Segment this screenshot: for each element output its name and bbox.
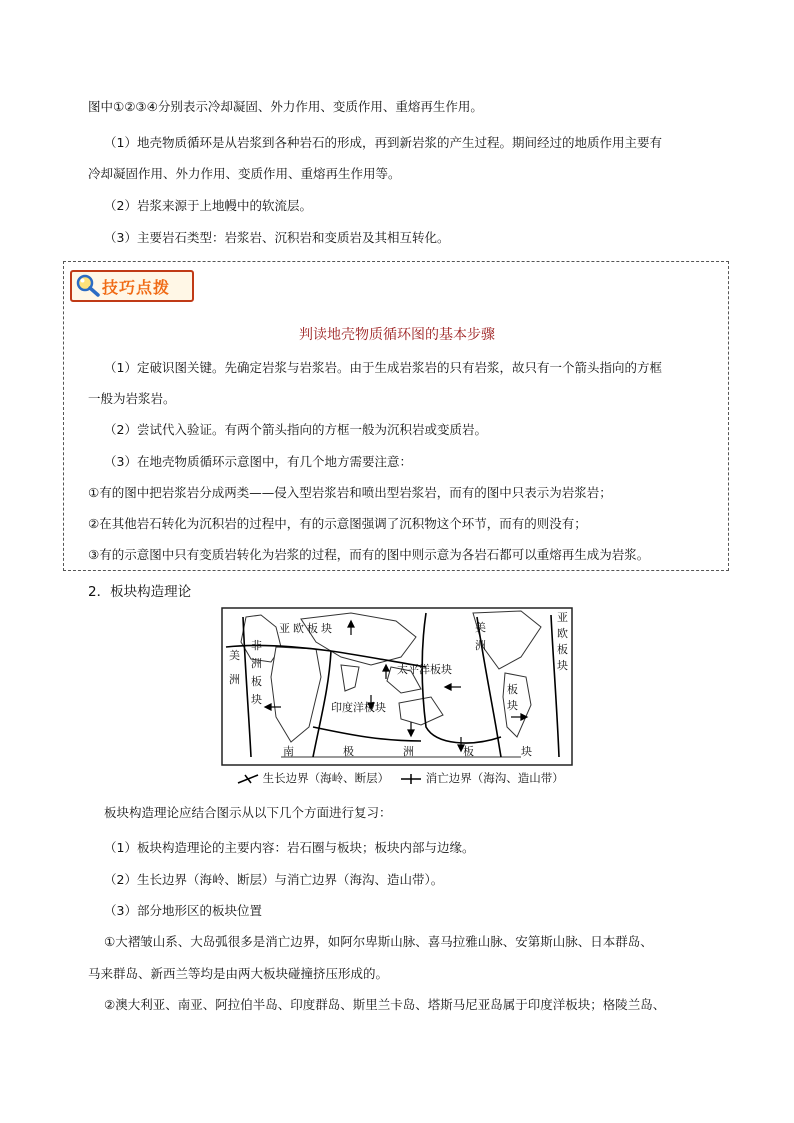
- map-label-pacific: 太平洋板块: [397, 663, 452, 676]
- step-3: （3）在地壳物质循环示意图中，有几个地方需要注意：: [104, 454, 412, 469]
- point-1-line-a: （1）地壳物质循环是从岩浆到各种岩石的形成，再到新岩浆的产生过程。期间经过的地质作用主要有: [104, 135, 662, 150]
- map-label-eurasia-1: 亚: [279, 622, 290, 635]
- note-1: ①有的图中把岩浆岩分成两类——侵入型岩浆岩和喷出型岩浆岩，而有的图中只表示为岩浆岩；: [88, 485, 612, 500]
- note-3: ③有的示意图中只有变质岩转化为岩浆的过程，而有的图中则示意为各岩石都可以重熔再生成为岩浆。: [88, 547, 650, 562]
- tip-badge-label: 技巧点拨: [102, 278, 171, 297]
- map-label-eurasia-2: 欧: [293, 622, 304, 635]
- map-label-african-1: 非: [251, 639, 262, 652]
- plate-point-3-2: ②澳大利亚、南亚、阿拉伯半岛、印度群岛、斯里兰卡岛、塔斯马尼亚岛属于印度洋板块；格陵兰岛、: [104, 997, 666, 1012]
- map-label-american-right-2: 洲: [475, 639, 486, 652]
- map-label-eurasia-4: 块: [321, 622, 332, 635]
- growth-boundary-icon: [237, 773, 259, 785]
- step-1-line-a: （1）定破识图关键。先确定岩浆与岩浆岩。由于生成岩浆岩的只有岩浆，故只有一个箭头指向的方框: [104, 360, 662, 375]
- map-label-antarctic-1: 南: [283, 745, 294, 758]
- note-2: ②在其他岩石转化为沉积岩的过程中，有的示意图强调了沉积物这个环节，而有的则没有；: [88, 516, 587, 531]
- map-label-american-left-2: 洲: [229, 673, 240, 686]
- subduction-boundary-icon: [400, 773, 422, 785]
- map-label-antarctic-5: 块: [521, 745, 532, 758]
- map-label-edge-right-2: 欧: [557, 627, 568, 640]
- plate-point-3: （3）部分地形区的板块位置: [104, 903, 262, 918]
- map-label-edge-right-1: 亚: [557, 611, 568, 624]
- magnifier-icon: [74, 272, 102, 298]
- plate-point-1: （1）板块构造理论的主要内容：岩石圈与板块；板块内部与边缘。: [104, 840, 475, 855]
- intro-text: 图中①②③④分别表示冷却凝固、外力作用、变质作用、重熔再生作用。: [88, 99, 483, 114]
- map-label-african-4: 块: [251, 693, 262, 706]
- legend-subduction-label: 消亡边界（海沟、造山带）: [425, 771, 564, 785]
- plate-point-3-1-line-b: 马来群岛、新西兰等均是由两大板块碰撞挤压形成的。: [88, 966, 389, 981]
- plate-point-2: （2）生长边界（海岭、断层）与消亡边界（海沟、造山带）。: [104, 872, 444, 887]
- map-label-american-right-3: 板: [507, 683, 518, 696]
- step-2: （2）尝试代入验证。有两个箭头指向的方框一般为沉积岩或变质岩。: [104, 422, 487, 437]
- plate-tectonics-map: [221, 607, 573, 766]
- map-label-antarctic-3: 洲: [403, 745, 414, 758]
- tip-title: 判读地壳物质循环图的基本步骤: [299, 327, 495, 343]
- map-label-african-2: 洲: [251, 657, 262, 670]
- map-label-antarctic-4: 板: [463, 745, 474, 758]
- plate-point-3-1-line-a: ①大褶皱山系、大岛弧很多是消亡边界，如阿尔卑斯山脉、喜马拉雅山脉、安第斯山脉、日本群岛、: [104, 934, 653, 949]
- plate-intro: 板块构造理论应结合图示从以下几个方面进行复习：: [104, 805, 392, 820]
- point-3: （3）主要岩石类型：岩浆岩、沉积岩和变质岩及其相互转化。: [104, 230, 450, 245]
- point-1-line-b: 冷却凝固作用、外力作用、变质作用、重熔再生作用等。: [88, 166, 401, 181]
- map-label-african-3: 板: [251, 675, 262, 688]
- step-1-line-b: 一般为岩浆岩。: [88, 391, 176, 406]
- map-label-indian: 印度洋板块: [331, 701, 386, 714]
- map-label-edge-right-3: 板: [557, 643, 568, 656]
- map-label-antarctic-2: 极: [343, 745, 354, 758]
- map-label-american-right-1: 美: [475, 621, 486, 634]
- section-2-title: 2．板块构造理论: [88, 584, 192, 600]
- map-label-eurasia-3: 板: [307, 622, 318, 635]
- point-2: （2）岩浆来源于上地幔中的软流层。: [104, 198, 312, 213]
- legend-growth-label: 生长边界（海岭、断层）: [262, 771, 390, 785]
- map-label-american-left-1: 美: [229, 649, 240, 662]
- map-label-edge-right-4: 块: [557, 659, 568, 672]
- map-legend: [237, 770, 564, 786]
- map-label-american-right-4: 块: [507, 699, 518, 712]
- tip-badge: [70, 270, 194, 302]
